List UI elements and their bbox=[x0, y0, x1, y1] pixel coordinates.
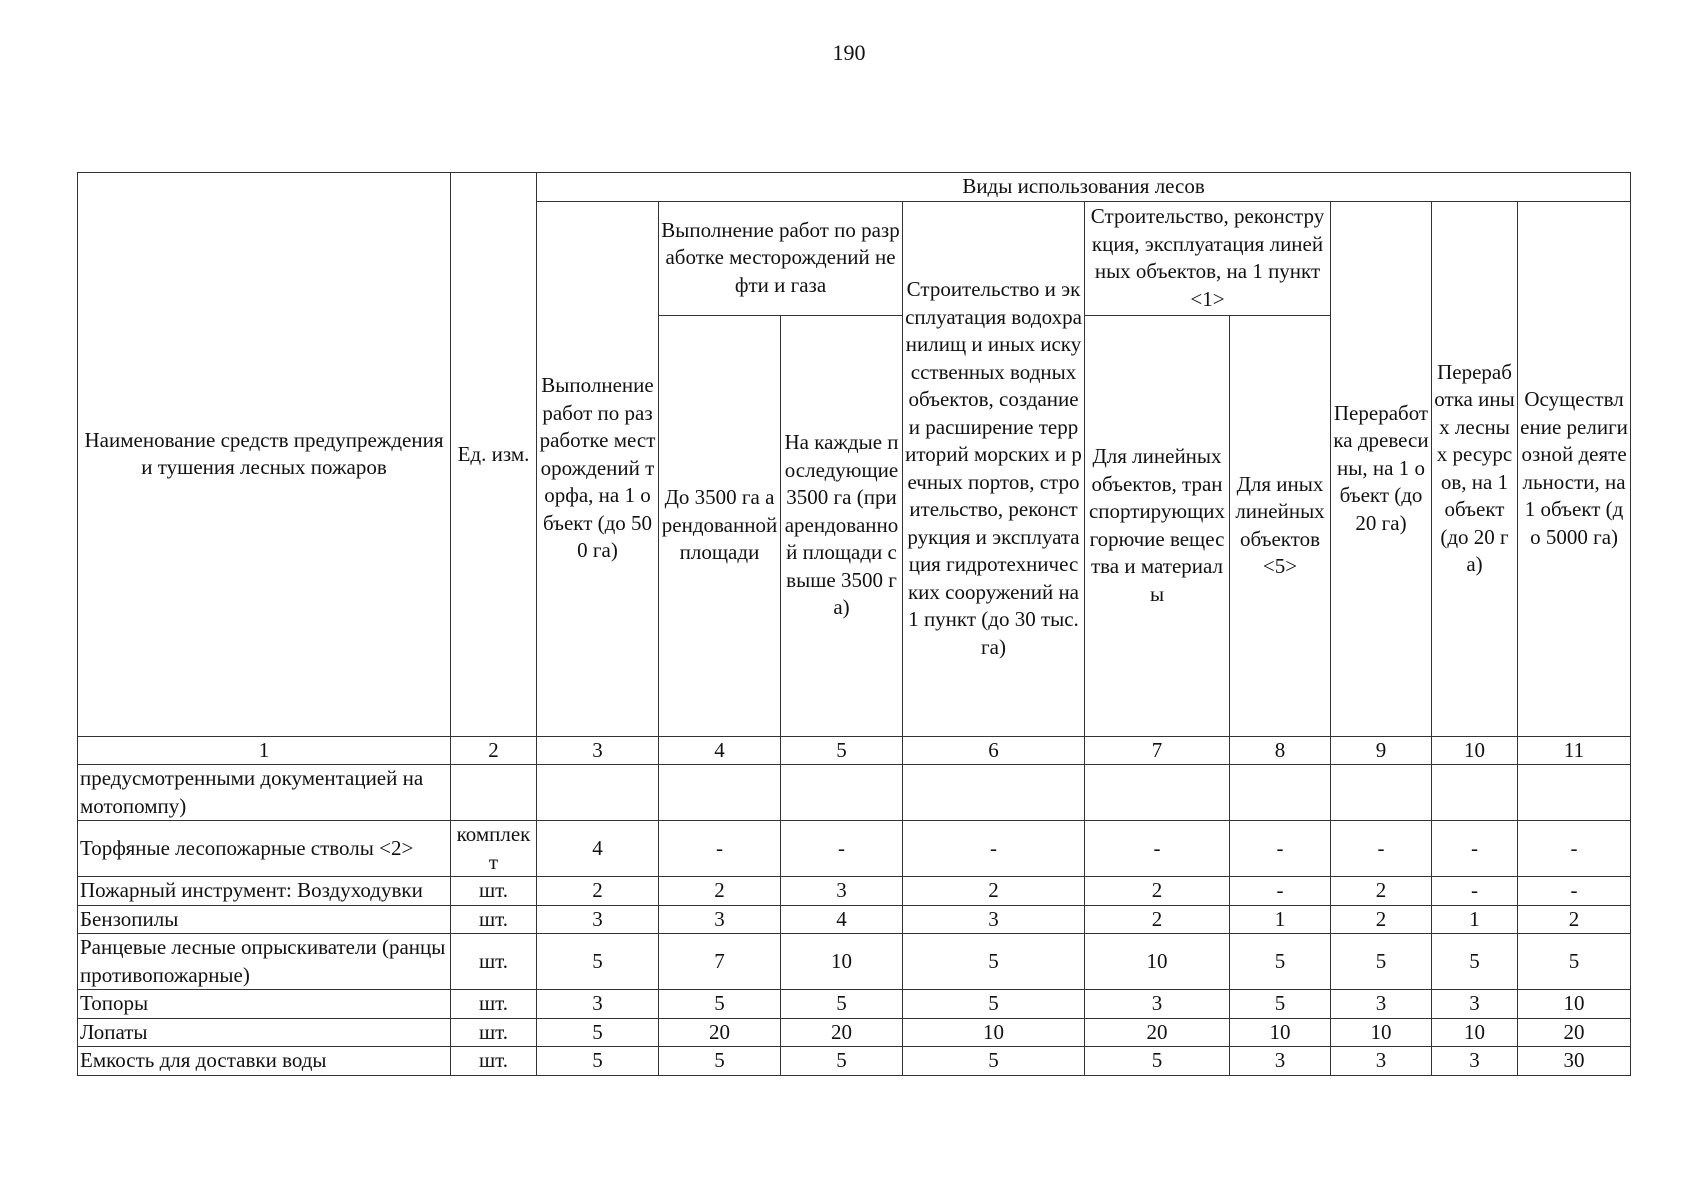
row-value: - bbox=[1518, 877, 1631, 906]
row-value: 7 bbox=[659, 934, 781, 990]
column-number: 3 bbox=[537, 736, 659, 765]
row-value bbox=[781, 765, 903, 821]
table-row bbox=[78, 1018, 1631, 1047]
table-row bbox=[78, 905, 1631, 934]
fire-equipment-table bbox=[77, 172, 1631, 1076]
row-value: 5 bbox=[659, 1047, 781, 1076]
row-name: предусмотренными документацией на мотопомпу) bbox=[78, 765, 451, 821]
header-col-11: Осуществление религиозной деятельности, на 1 объект (до 5000 га) bbox=[1518, 201, 1631, 736]
column-number: 2 bbox=[451, 736, 537, 765]
row-name: Топоры bbox=[78, 990, 451, 1019]
row-unit: комплект bbox=[451, 821, 537, 877]
row-value: 10 bbox=[1518, 990, 1631, 1019]
row-value bbox=[1331, 765, 1432, 821]
row-value bbox=[1230, 765, 1331, 821]
row-value: 20 bbox=[1085, 1018, 1230, 1047]
row-value: - bbox=[1230, 877, 1331, 906]
table-body bbox=[78, 173, 1631, 1076]
row-value: 20 bbox=[781, 1018, 903, 1047]
row-value: 2 bbox=[1518, 905, 1631, 934]
header-col-10: Переработка иных лесных ресурсов, на 1 объект (до 20 га) bbox=[1432, 201, 1518, 736]
row-unit: шт. bbox=[451, 877, 537, 906]
row-value: 3 bbox=[1230, 1047, 1331, 1076]
row-value: 10 bbox=[1331, 1018, 1432, 1047]
row-value bbox=[1085, 765, 1230, 821]
row-value bbox=[659, 765, 781, 821]
row-value: 5 bbox=[1432, 934, 1518, 990]
row-value: - bbox=[1085, 821, 1230, 877]
row-value: 10 bbox=[781, 934, 903, 990]
row-unit: шт. bbox=[451, 934, 537, 990]
row-value: 3 bbox=[537, 990, 659, 1019]
table-row bbox=[78, 877, 1631, 906]
column-number: 10 bbox=[1432, 736, 1518, 765]
column-number: 1 bbox=[78, 736, 451, 765]
row-value: 2 bbox=[537, 877, 659, 906]
row-unit: шт. bbox=[451, 905, 537, 934]
row-value: - bbox=[1432, 877, 1518, 906]
page-number: 190 bbox=[832, 40, 866, 65]
row-value: 3 bbox=[659, 905, 781, 934]
column-number: 11 bbox=[1518, 736, 1631, 765]
row-value: 5 bbox=[537, 934, 659, 990]
row-value: 3 bbox=[1331, 1047, 1432, 1076]
row-value: 3 bbox=[1085, 990, 1230, 1019]
row-value: 5 bbox=[903, 934, 1085, 990]
column-number: 8 bbox=[1230, 736, 1331, 765]
row-value: - bbox=[1230, 821, 1331, 877]
row-value: 5 bbox=[1518, 934, 1631, 990]
row-value: 2 bbox=[1085, 905, 1230, 934]
header-col-9: Переработка древесины, на 1 объект (до 20 га) bbox=[1331, 201, 1432, 736]
row-value: 4 bbox=[537, 821, 659, 877]
row-value bbox=[1518, 765, 1631, 821]
row-value: 2 bbox=[1331, 877, 1432, 906]
row-name: Пожарный инструмент: Воздуходувки bbox=[78, 877, 451, 906]
header-group-oil-gas: Выполнение работ по разработке месторождений нефти и газа bbox=[659, 201, 903, 315]
row-unit: шт. bbox=[451, 1018, 537, 1047]
row-unit: шт. bbox=[451, 990, 537, 1019]
row-value: 10 bbox=[1085, 934, 1230, 990]
row-value: 10 bbox=[1432, 1018, 1518, 1047]
row-value: 5 bbox=[1331, 934, 1432, 990]
row-value: 5 bbox=[903, 1047, 1085, 1076]
row-value: 3 bbox=[1331, 990, 1432, 1019]
row-value: 10 bbox=[903, 1018, 1085, 1047]
row-value: 20 bbox=[1518, 1018, 1631, 1047]
table-row bbox=[78, 934, 1631, 990]
row-value: 5 bbox=[537, 1047, 659, 1076]
row-value: 2 bbox=[1331, 905, 1432, 934]
header-col-8: Для иных линейных объектов <5> bbox=[1230, 315, 1331, 736]
row-name: Емкость для доставки воды bbox=[78, 1047, 451, 1076]
row-value: - bbox=[659, 821, 781, 877]
row-value: 1 bbox=[1432, 905, 1518, 934]
header-col-4: До 3500 га арендованной площади bbox=[659, 315, 781, 736]
row-value: 5 bbox=[1085, 1047, 1230, 1076]
header-col-3: Выполнение работ по разработке месторождений торфа, на 1 объект (до 500 га) bbox=[537, 201, 659, 736]
row-name: Торфяные лесопожарные стволы <2> bbox=[78, 821, 451, 877]
row-value: 20 bbox=[659, 1018, 781, 1047]
row-value: 10 bbox=[1230, 1018, 1331, 1047]
row-value: 3 bbox=[537, 905, 659, 934]
column-number: 6 bbox=[903, 736, 1085, 765]
header-group-forest-use: Виды использования лесов bbox=[537, 173, 1631, 202]
row-value: 3 bbox=[1432, 990, 1518, 1019]
header-row-1 bbox=[78, 173, 1631, 202]
header-col-5: На каждые последующие 3500 га (при арендованной площади свыше 3500 га) bbox=[781, 315, 903, 736]
header-name-column: Наименование средств предупреждения и тушения лесных пожаров bbox=[78, 173, 451, 737]
table-row bbox=[78, 990, 1631, 1019]
row-value: 2 bbox=[903, 877, 1085, 906]
row-name: Бензопилы bbox=[78, 905, 451, 934]
column-number-row bbox=[78, 736, 1631, 765]
row-value bbox=[1432, 765, 1518, 821]
column-number: 5 bbox=[781, 736, 903, 765]
row-value: - bbox=[903, 821, 1085, 877]
row-value: 5 bbox=[781, 1047, 903, 1076]
header-group-linear: Строительство, реконструкция, эксплуатация линейных объектов, на 1 пункт <1> bbox=[1085, 201, 1331, 315]
table-row bbox=[78, 765, 1631, 821]
row-value: 2 bbox=[659, 877, 781, 906]
row-value: 5 bbox=[1230, 934, 1331, 990]
header-unit-column: Ед. изм. bbox=[451, 173, 537, 737]
header-col-7: Для линейных объектов, транспортирующих горючие вещества и материалы bbox=[1085, 315, 1230, 736]
row-value: 30 bbox=[1518, 1047, 1631, 1076]
row-value: 2 bbox=[1085, 877, 1230, 906]
row-value: 3 bbox=[1432, 1047, 1518, 1076]
row-value: 5 bbox=[659, 990, 781, 1019]
header-col-6: Строительство и эксплуатация водохранилищ и иных искусственных водных объектов, создание и расширение территорий морских и речных портов, строительство, реконструкция и эксплуатация гидротехнических сооружений на 1 пункт (до 30 тыс. га) bbox=[903, 201, 1085, 736]
row-unit bbox=[451, 765, 537, 821]
table-row bbox=[78, 1047, 1631, 1076]
row-value bbox=[537, 765, 659, 821]
row-value: 1 bbox=[1230, 905, 1331, 934]
row-value: - bbox=[1432, 821, 1518, 877]
row-value: 5 bbox=[1230, 990, 1331, 1019]
row-value: - bbox=[1518, 821, 1631, 877]
row-value: 5 bbox=[781, 990, 903, 1019]
row-value: 3 bbox=[903, 905, 1085, 934]
column-number: 7 bbox=[1085, 736, 1230, 765]
row-name: Лопаты bbox=[78, 1018, 451, 1047]
row-value: 5 bbox=[903, 990, 1085, 1019]
row-value: 3 bbox=[781, 877, 903, 906]
row-value: 4 bbox=[781, 905, 903, 934]
column-number: 9 bbox=[1331, 736, 1432, 765]
row-value: 5 bbox=[537, 1018, 659, 1047]
row-value: - bbox=[1331, 821, 1432, 877]
row-value bbox=[903, 765, 1085, 821]
column-number: 4 bbox=[659, 736, 781, 765]
row-name: Ранцевые лесные опрыскиватели (ранцы противопожарные) bbox=[78, 934, 451, 990]
row-value: - bbox=[781, 821, 903, 877]
table-row bbox=[78, 821, 1631, 877]
row-unit: шт. bbox=[451, 1047, 537, 1076]
